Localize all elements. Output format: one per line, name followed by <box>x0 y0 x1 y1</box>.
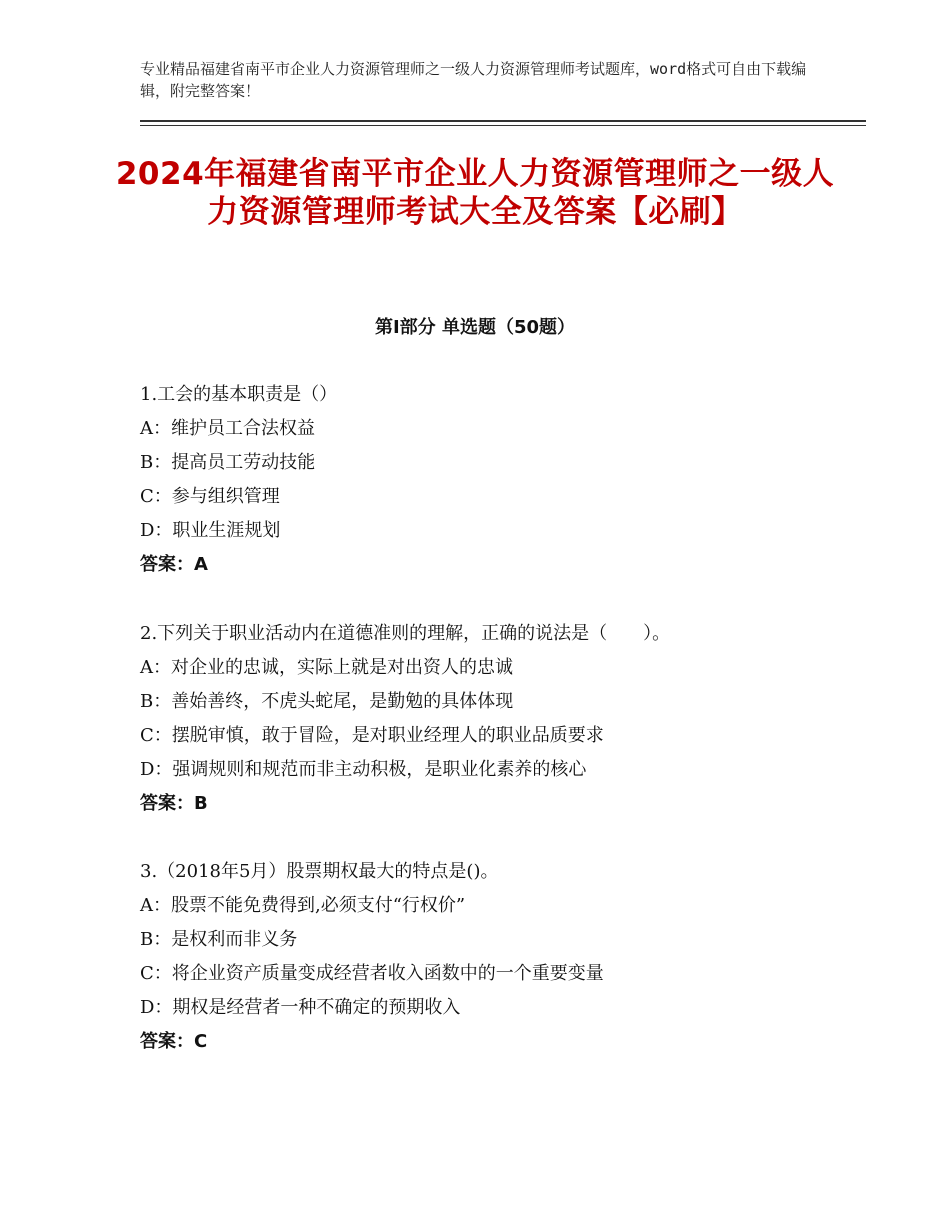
header-divider-thin <box>140 125 866 126</box>
answer-label: 答案：A <box>140 554 208 575</box>
question-block <box>140 855 840 1059</box>
option-b: B：是权利而非义务 <box>140 929 298 950</box>
option-b: B：善始善终，不虎头蛇尾，是勤勉的具体体现 <box>140 691 514 712</box>
question-block <box>140 378 840 582</box>
question-block <box>140 617 840 821</box>
option-a: A：股票不能免费得到,必须支付“行权价” <box>140 895 466 916</box>
header-note: 专业精品福建省南平市企业人力资源管理师之一级人力资源管理师考试题库，word格式可自由下载编辑，附完整答案！ <box>140 60 807 100</box>
option-c: C：将企业资产质量变成经营者收入函数中的一个重要变量 <box>140 963 604 984</box>
option-b: B：提高员工劳动技能 <box>140 452 316 473</box>
option-c: C：摆脱审慎，敢于冒险，是对职业经理人的职业品质要求 <box>140 725 604 746</box>
answer-label: 答案：C <box>140 1031 208 1052</box>
section-title: 第Ⅰ部分 单选题（50题） <box>374 317 575 338</box>
document-title: 2024年福建省南平市企业人力资源管理师之一级人力资源管理师考试大全及答案【必刷】 <box>115 156 835 230</box>
question-stem: 1.工会的基本职责是（） <box>140 384 338 405</box>
option-a: A：维护员工合法权益 <box>140 418 315 439</box>
answer-label: 答案：B <box>140 793 208 814</box>
option-c: C：参与组织管理 <box>140 486 280 507</box>
question-stem: 2.下列关于职业活动内在道德准则的理解，正确的说法是（ ）。 <box>140 623 671 644</box>
question-stem: 3.（2018年5月）股票期权最大的特点是()。 <box>140 861 499 882</box>
option-d: D：职业生涯规划 <box>140 520 281 541</box>
option-d: D：期权是经营者一种不确定的预期收入 <box>140 997 461 1018</box>
option-a: A：对企业的忠诚，实际上就是对出资人的忠诚 <box>140 657 513 678</box>
option-d: D：强调规则和规范而非主动积极，是职业化素养的核心 <box>140 759 587 780</box>
header-divider <box>140 120 866 122</box>
